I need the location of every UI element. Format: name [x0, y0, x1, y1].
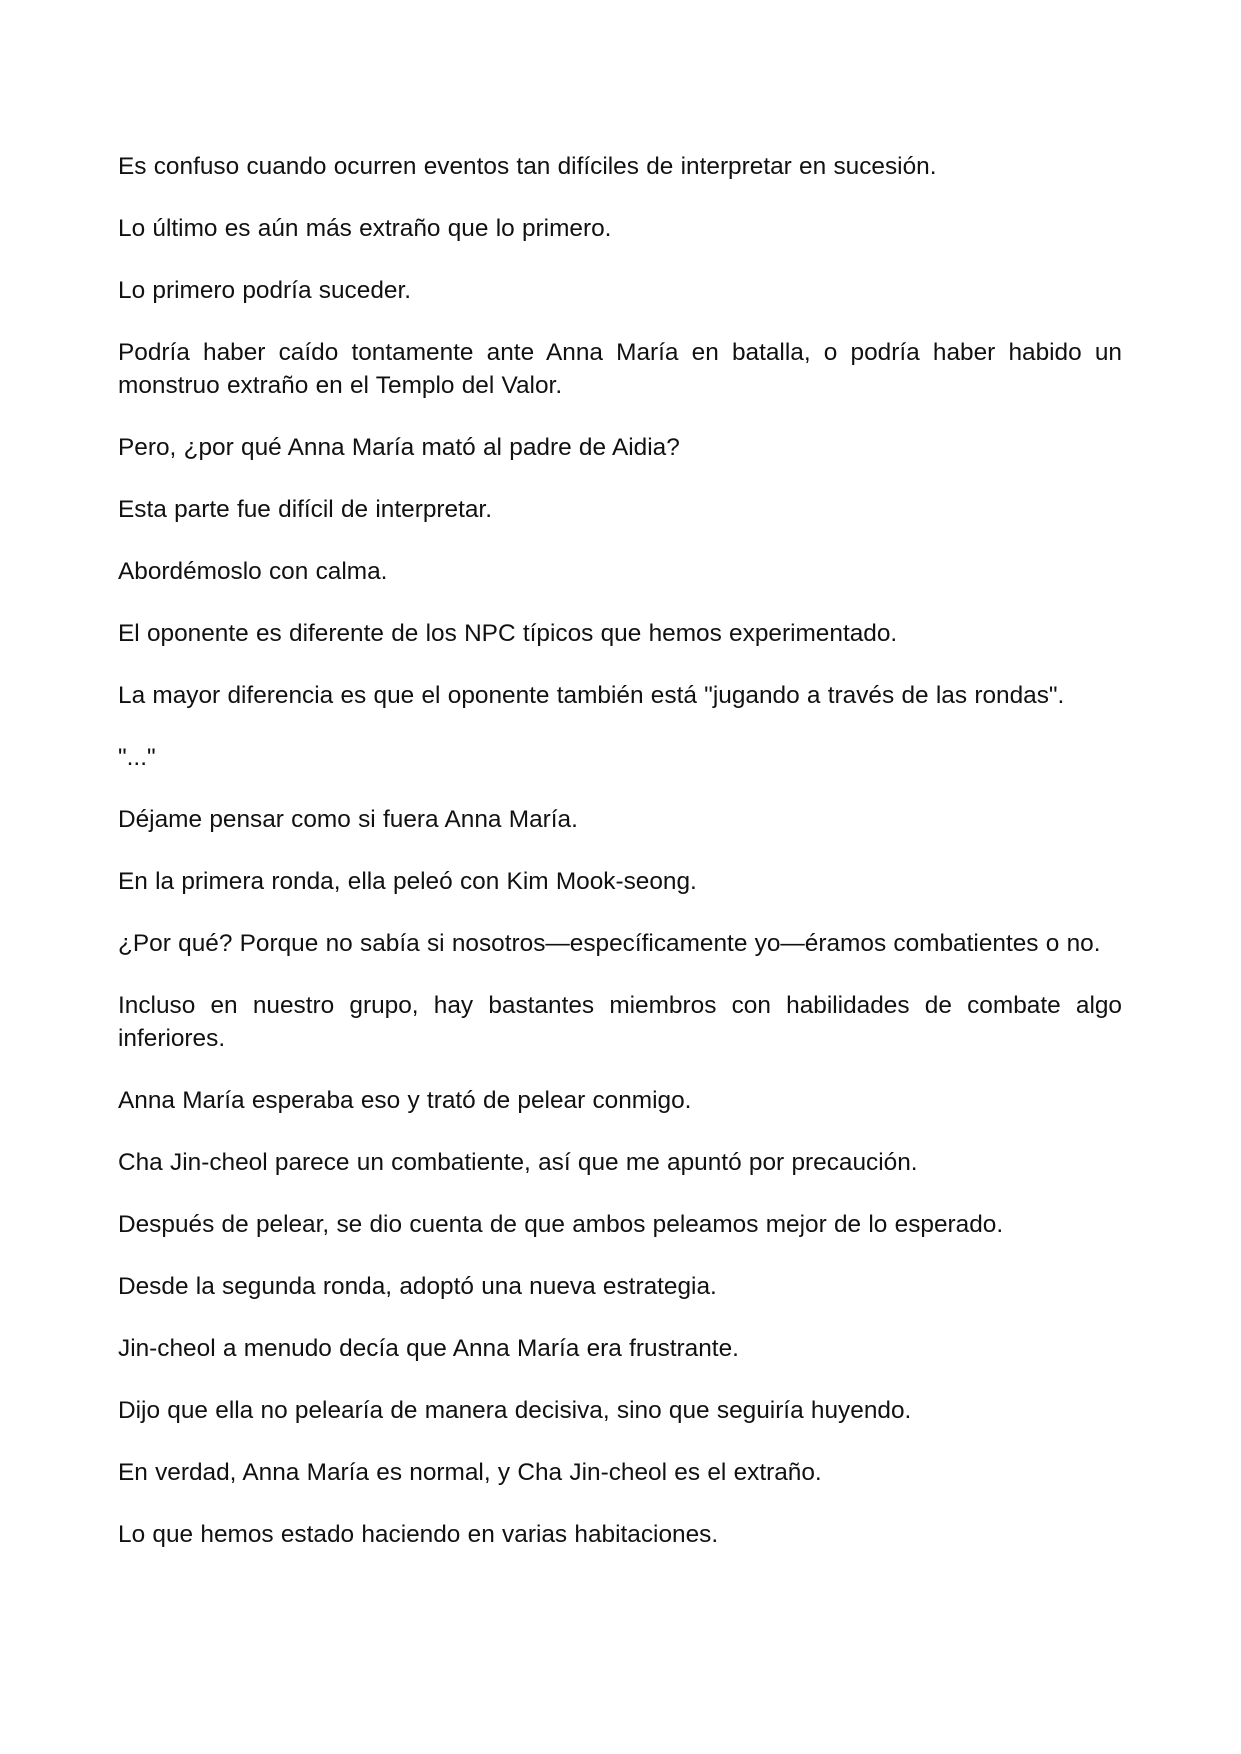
paragraph: Déjame pensar como si fuera Anna María. — [118, 806, 578, 833]
paragraph: Lo último es aún más extraño que lo primero. — [118, 215, 612, 242]
paragraph: Pero, ¿por qué Anna María mató al padre de Aidia? — [118, 434, 680, 461]
paragraph: Jin-cheol a menudo decía que Anna María era frustrante. — [118, 1335, 739, 1362]
paragraph: En la primera ronda, ella peleó con Kim Mook-seong. — [118, 868, 697, 895]
paragraph: Dijo que ella no pelearía de manera decisiva, sino que seguiría huyendo. — [118, 1397, 912, 1424]
paragraph: Después de pelear, se dio cuenta de que ambos peleamos mejor de lo esperado. — [118, 1211, 1004, 1238]
paragraph: ¿Por qué? Porque no sabía si nosotros—específicamente yo—éramos combatientes o no. — [118, 930, 1101, 957]
paragraph: El oponente es diferente de los NPC típicos que hemos experimentado. — [118, 620, 898, 647]
document-body — [118, 150, 1122, 1580]
paragraph: Esta parte fue difícil de interpretar. — [118, 496, 492, 523]
paragraph: Es confuso cuando ocurren eventos tan difíciles de interpretar en sucesión. — [118, 153, 937, 180]
paragraph: Abordémoslo con calma. — [118, 558, 388, 585]
paragraph: Podría haber caído tontamente ante Anna María en batalla, o podría haber habido un monstruo extraño en el Templo del Valor. — [118, 339, 1122, 399]
paragraph: La mayor diferencia es que el oponente también está "jugando a través de las rondas". — [118, 682, 1065, 709]
paragraph: Anna María esperaba eso y trató de pelear conmigo. — [118, 1087, 692, 1114]
paragraph: En verdad, Anna María es normal, y Cha Jin-cheol es el extraño. — [118, 1459, 822, 1486]
paragraph: Incluso en nuestro grupo, hay bastantes miembros con habilidades de combate algo inferiores. — [118, 992, 1122, 1052]
paragraph: "..." — [118, 744, 156, 771]
paragraph: Lo que hemos estado haciendo en varias habitaciones. — [118, 1521, 719, 1548]
paragraph: Cha Jin-cheol parece un combatiente, así que me apuntó por precaución. — [118, 1149, 918, 1176]
paragraph: Lo primero podría suceder. — [118, 277, 411, 304]
paragraph: Desde la segunda ronda, adoptó una nueva estrategia. — [118, 1273, 717, 1300]
